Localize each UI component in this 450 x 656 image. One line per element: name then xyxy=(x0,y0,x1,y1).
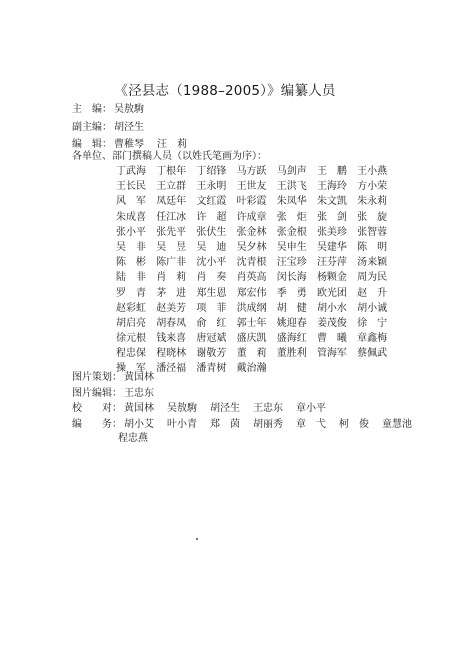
person-name: 王忠东 xyxy=(253,403,283,414)
contributor-name: 肖 莉 xyxy=(156,272,187,284)
contributor-name: 章鑫梅 xyxy=(357,333,388,345)
contributor-row xyxy=(116,314,397,329)
contributor-name: 杨颗金 xyxy=(316,272,347,284)
contributor-name: 张金根 xyxy=(276,226,307,238)
contributor-row xyxy=(116,359,397,374)
contributor-name: 徐元根 xyxy=(116,333,146,345)
contributor-name: 洪成纲 xyxy=(236,302,267,314)
contributor-name: 赵彩虹 xyxy=(116,302,146,314)
person-name: 章 弋 xyxy=(296,419,326,430)
role-label: 副主编： xyxy=(72,122,112,133)
contributor-name: 项 菲 xyxy=(196,302,227,314)
contributor-name: 沈小平 xyxy=(196,257,227,269)
contributor-name: 程忠保 xyxy=(116,348,146,360)
contributor-name: 马方跃 xyxy=(236,166,267,177)
contributor-name: 郭士年 xyxy=(236,317,267,329)
person-name: 王忠东 xyxy=(124,388,154,399)
person-name: 叶小青 xyxy=(167,419,197,430)
role-label: 图片策划： xyxy=(72,372,122,383)
role-label: 主 编： xyxy=(72,104,112,115)
contributor-name: 盛海红 xyxy=(276,333,307,345)
contributor-name: 吴申生 xyxy=(276,241,307,253)
contributor-name: 朱成喜 xyxy=(116,211,146,223)
role-label: 校 对： xyxy=(72,403,122,414)
contributor-name: 吴 昱 xyxy=(156,241,187,253)
contributor-name: 程晓林 xyxy=(156,348,187,360)
role-chief-editor xyxy=(72,104,144,116)
contributor-name: 胡小水 xyxy=(316,302,347,314)
contributor-name: 任江冰 xyxy=(156,211,187,223)
person-name: 曹稚琴 xyxy=(114,139,144,150)
contributor-name: 陈 明 xyxy=(357,241,388,253)
page-title: 《泾县志（1988–2005）》编纂人员 xyxy=(114,83,336,99)
contributor-name: 朱永莉 xyxy=(357,196,388,208)
person-name: 童慧池 xyxy=(382,419,412,430)
role-affairs xyxy=(72,419,412,431)
contributor-name: 吴夕林 xyxy=(236,241,267,253)
contributor-name: 叶彩霞 xyxy=(236,196,267,208)
role-label: 图片编辑： xyxy=(72,388,122,399)
contributor-name: 丁武海 xyxy=(116,166,146,177)
contributor-name: 操 军 xyxy=(116,363,146,375)
contributor-row xyxy=(116,192,397,207)
contributor-name: 陈 彬 xyxy=(116,257,146,269)
person-name: 黄国林 xyxy=(124,372,154,383)
contributor-name: 王 鹏 xyxy=(316,166,347,177)
contributor-name: 沈青根 xyxy=(236,257,267,269)
contributor-row xyxy=(116,223,397,238)
contributor-row xyxy=(116,208,397,223)
contributor-name: 盛庆凯 xyxy=(236,333,267,345)
contributor-name: 汪宝珍 xyxy=(276,257,307,269)
contributor-name: 张智蓉 xyxy=(357,226,388,238)
contributor-name: 胡小诚 xyxy=(357,302,388,314)
contributor-name: 周为民 xyxy=(357,272,388,284)
person-name: 胡小艾 xyxy=(124,419,154,430)
contributor-row xyxy=(116,253,397,268)
person-name: 胡泾生 xyxy=(210,403,240,414)
contributor-name: 凤廷年 xyxy=(156,196,187,208)
person-name: 程忠燕 xyxy=(118,433,148,444)
role-photo-planner xyxy=(72,372,154,384)
contributor-name: 蔡佩武 xyxy=(357,348,388,360)
person-name: 章小平 xyxy=(296,403,326,414)
role-label: 各单位、部门撰稿人员（以姓氏笔画为序）： xyxy=(72,151,267,162)
contributor-name: 谢敬芳 xyxy=(196,348,227,360)
contributor-name: 方小荣 xyxy=(357,181,388,193)
contributor-name: 张金林 xyxy=(236,226,267,238)
contributor-name: 闵长海 xyxy=(276,272,307,284)
contributors-grid xyxy=(116,162,397,375)
contributor-name: 朱文凯 xyxy=(316,196,347,208)
contributor-row xyxy=(116,238,397,253)
role-label: 编 务： xyxy=(72,419,122,430)
contributor-name: 张小平 xyxy=(116,226,146,238)
contributor-name: 陈广非 xyxy=(156,257,187,269)
contributor-name: 汪芬萍 xyxy=(316,257,347,269)
contributor-name: 张 炬 xyxy=(276,211,307,223)
contributor-name: 肖 奏 xyxy=(196,272,227,284)
person-name: 汪 莉 xyxy=(157,139,187,150)
contributor-name: 唐冠斌 xyxy=(196,333,227,345)
contributor-name: 胡春凤 xyxy=(156,317,187,329)
contributor-name: 吴建华 xyxy=(316,241,347,253)
contributor-name: 钱来喜 xyxy=(156,333,187,345)
contributor-name: 吴 非 xyxy=(116,241,146,253)
person-name: 黄国林 xyxy=(124,403,154,414)
role-label: 编 辑： xyxy=(72,139,112,150)
contributor-row xyxy=(116,329,397,344)
contributor-row xyxy=(116,177,397,192)
role-photo-editor xyxy=(72,388,154,400)
person-name: 吴敖駒 xyxy=(167,403,197,414)
contributor-row xyxy=(116,299,397,314)
person-name: 吴敖駒 xyxy=(114,104,144,115)
contributor-name: 汤来颖 xyxy=(357,257,388,269)
contributor-name: 王世友 xyxy=(236,181,267,193)
contributor-name: 赵 升 xyxy=(357,287,388,299)
contributor-name: 茅 进 xyxy=(156,287,187,299)
contributor-row xyxy=(116,162,397,177)
contributor-name: 潘青树 xyxy=(196,363,227,375)
contributor-name: 马剑声 xyxy=(276,166,307,177)
role-editors xyxy=(72,139,187,151)
person-name: 胡丽秀 xyxy=(253,419,283,430)
contributor-name: 董 莉 xyxy=(236,348,267,360)
contributor-name: 张伏生 xyxy=(196,226,227,238)
contributor-name: 潘泾福 xyxy=(156,363,187,375)
contributor-name: 王长民 xyxy=(116,181,146,193)
contributor-row xyxy=(116,344,397,359)
contributor-name: 风 军 xyxy=(116,196,146,208)
contributor-name: 张 剑 xyxy=(316,211,347,223)
role-deputy-editor xyxy=(72,122,144,134)
contributor-name: 许 超 xyxy=(196,211,227,223)
contributor-name: 丁根年 xyxy=(156,166,187,177)
contributor-name: 许成章 xyxy=(236,211,267,223)
contributor-name: 王洪飞 xyxy=(276,181,307,193)
contributor-name: 吴 迪 xyxy=(196,241,227,253)
contributor-name: 丁绍锋 xyxy=(196,166,227,177)
contributor-name: 王海玲 xyxy=(316,181,347,193)
contributor-name: 董胜利 xyxy=(276,348,307,360)
contributor-name: 胡 健 xyxy=(276,302,307,314)
contributor-name: 文红霞 xyxy=(196,196,227,208)
contributor-name: 曹 曦 xyxy=(316,333,347,345)
contributor-name: 胡启亮 xyxy=(116,317,146,329)
contributor-name: 王永明 xyxy=(196,181,227,193)
role-proofread xyxy=(72,403,326,415)
contributor-name: 徐 宁 xyxy=(357,317,388,329)
page-speck xyxy=(196,538,198,540)
contributor-row xyxy=(116,268,397,283)
contributor-name: 欧光团 xyxy=(316,287,347,299)
person-name: 胡泾生 xyxy=(114,122,144,133)
contributor-name: 王小燕 xyxy=(357,166,388,177)
contributor-name: 郑生恩 xyxy=(196,287,227,299)
role-affairs-cont xyxy=(116,433,148,445)
contributor-name: 张先平 xyxy=(156,226,187,238)
contributor-name: 戴治瀚 xyxy=(236,363,267,375)
contributor-name: 王立群 xyxy=(156,181,187,193)
contributor-name: 赵美芳 xyxy=(156,302,187,314)
contributor-name: 管海军 xyxy=(316,348,347,360)
contributor-name: 郑宏伟 xyxy=(236,287,267,299)
contributor-name: 姚迎春 xyxy=(276,317,307,329)
contributor-name: 张美珍 xyxy=(316,226,347,238)
contributor-name: 罗 青 xyxy=(116,287,146,299)
contributor-name: 肖英高 xyxy=(236,272,267,284)
contributor-name: 季 勇 xyxy=(276,287,307,299)
person-name: 柯 俊 xyxy=(339,419,369,430)
contributor-row xyxy=(116,284,397,299)
contributor-name: 朱凤华 xyxy=(276,196,307,208)
contributor-name: 张 旋 xyxy=(357,211,388,223)
contributor-name: 姜茂俊 xyxy=(316,317,347,329)
person-name: 郑 茵 xyxy=(210,419,240,430)
contributor-name: 俞 红 xyxy=(196,317,227,329)
contributor-name: 陆 非 xyxy=(116,272,146,284)
